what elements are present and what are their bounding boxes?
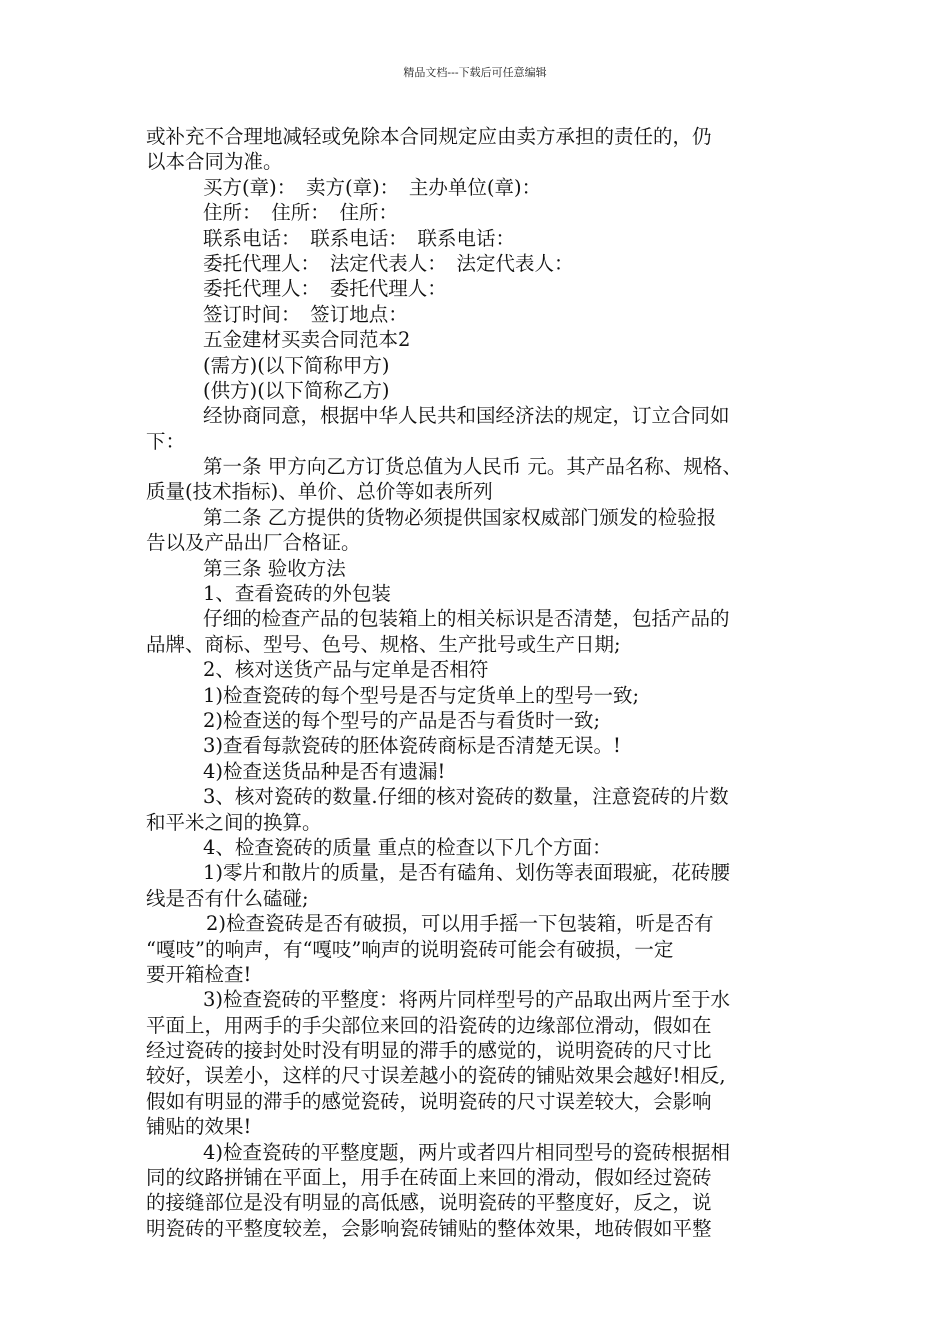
text-line: 1)检查瓷砖的每个型号是否与定货单上的型号一致; <box>203 683 640 707</box>
text-line: (供方)(以下简称乙方) <box>203 378 390 402</box>
text-line: 2、核对送货产品与定单是否相符 <box>203 658 489 682</box>
text-line: 假如有明显的滞手的感觉瓷砖，说明瓷砖的尺寸误差较大，会影响 <box>146 1089 712 1113</box>
text-line: 1、查看瓷砖的外包装 <box>203 582 391 606</box>
document-body <box>146 124 822 1241</box>
text-line: 4)检查瓷砖的平整度题，两片或者四片相同型号的瓷砖根据相 <box>203 1140 731 1164</box>
text-line: 第一条 甲方向乙方订货总值为人民币 元。其产品名称、规格、 <box>203 455 742 479</box>
page-header: 精品文档---下载后可任意编辑 <box>403 66 547 79</box>
text-line: 1)零片和散片的质量，是否有磕角、划伤等表面瑕疵，花砖腰 <box>203 861 731 885</box>
text-line: 品牌、商标、型号、色号、规格、生产批号或生产日期; <box>146 632 621 656</box>
text-line: 明瓷砖的平整度较差，会影响瓷砖铺贴的整体效果，地砖假如平整 <box>146 1216 712 1240</box>
text-line: 3)查看每款瓷砖的胚体瓷砖商标是否清楚无误。! <box>203 734 621 758</box>
text-line: 2)检查送的每个型号的产品是否与看货时一致; <box>203 708 601 732</box>
text-line: 委托代理人： 委托代理人： <box>203 277 447 301</box>
text-line: “嘎吱”的响声，有“嘎吱”响声的说明瓷砖可能会有破损，一定 <box>146 937 674 961</box>
text-line: 或补充不合理地减轻或免除本合同规定应由卖方承担的责任的，仍 <box>146 125 712 148</box>
text-line: 住所： 住所： 住所： <box>203 201 399 225</box>
text-line: 铺贴的效果! <box>146 1115 252 1139</box>
text-line: 签订时间： 签订地点： <box>203 302 408 326</box>
text-line: 第三条 验收方法 <box>203 556 346 580</box>
text-line: 3)检查瓷砖的平整度：将两片同样型号的产品取出两片至于水 <box>203 988 731 1012</box>
text-line: 以本合同为准。 <box>146 150 283 174</box>
text-line: 较好，误差小，这样的尺寸误差越小的瓷砖的铺贴效果会越好!相反, <box>146 1064 726 1088</box>
text-line: 的接缝部位是没有明显的高低感，说明瓷砖的平整度好，反之，说 <box>146 1191 712 1215</box>
text-line: 第二条 乙方提供的货物必须提供国家权威部门颁发的检验报 <box>203 505 717 529</box>
text-line: 下： <box>146 429 186 453</box>
text-line: (需方)(以下简称甲方) <box>203 353 390 377</box>
text-line: 4)检查送货品种是否有遗漏! <box>203 759 446 783</box>
text-line: 2)检查瓷砖是否有破损，可以用手摇一下包装箱，听是否有 <box>206 912 714 936</box>
text-line: 要开箱检查! <box>146 962 252 986</box>
text-line: 买方(章)： 卖方(章)： 主办单位(章)： <box>203 175 542 199</box>
text-line: 同的纹路拼铺在平面上，用手在砖面上来回的滑动，假如经过瓷砖 <box>146 1166 712 1190</box>
text-line: 经过瓷砖的接封处时没有明显的滞手的感觉的，说明瓷砖的尺寸比 <box>146 1039 712 1063</box>
text-line: 质量(技术指标)、单价、总价等如表所列 <box>146 480 493 504</box>
text-line: 线是否有什么磕碰; <box>146 886 309 910</box>
text-line: 平面上，用两手的手尖部位来回的沿瓷砖的边缘部位滑动，假如在 <box>146 1013 712 1037</box>
text-line: 联系电话： 联系电话： 联系电话： <box>203 226 516 250</box>
text-line: 经协商同意，根据中华人民共和国经济法的规定，订立合同如 <box>203 404 730 428</box>
text-line: 委托代理人： 法定代表人： 法定代表人： <box>203 251 574 275</box>
text-line: 4、检查瓷砖的质量 重点的检查以下几个方面： <box>203 835 612 859</box>
text-line: 五金建材买卖合同范本2 <box>203 328 411 352</box>
text-line: 仔细的检查产品的包装箱上的相关标识是否清楚，包括产品的 <box>203 607 730 631</box>
text-line: 告以及产品出厂合格证。 <box>146 531 361 555</box>
text-line: 3、核对瓷砖的数量.仔细的核对瓷砖的数量，注意瓷砖的片数 <box>203 785 729 809</box>
text-line: 和平米之间的换算。 <box>146 810 322 834</box>
